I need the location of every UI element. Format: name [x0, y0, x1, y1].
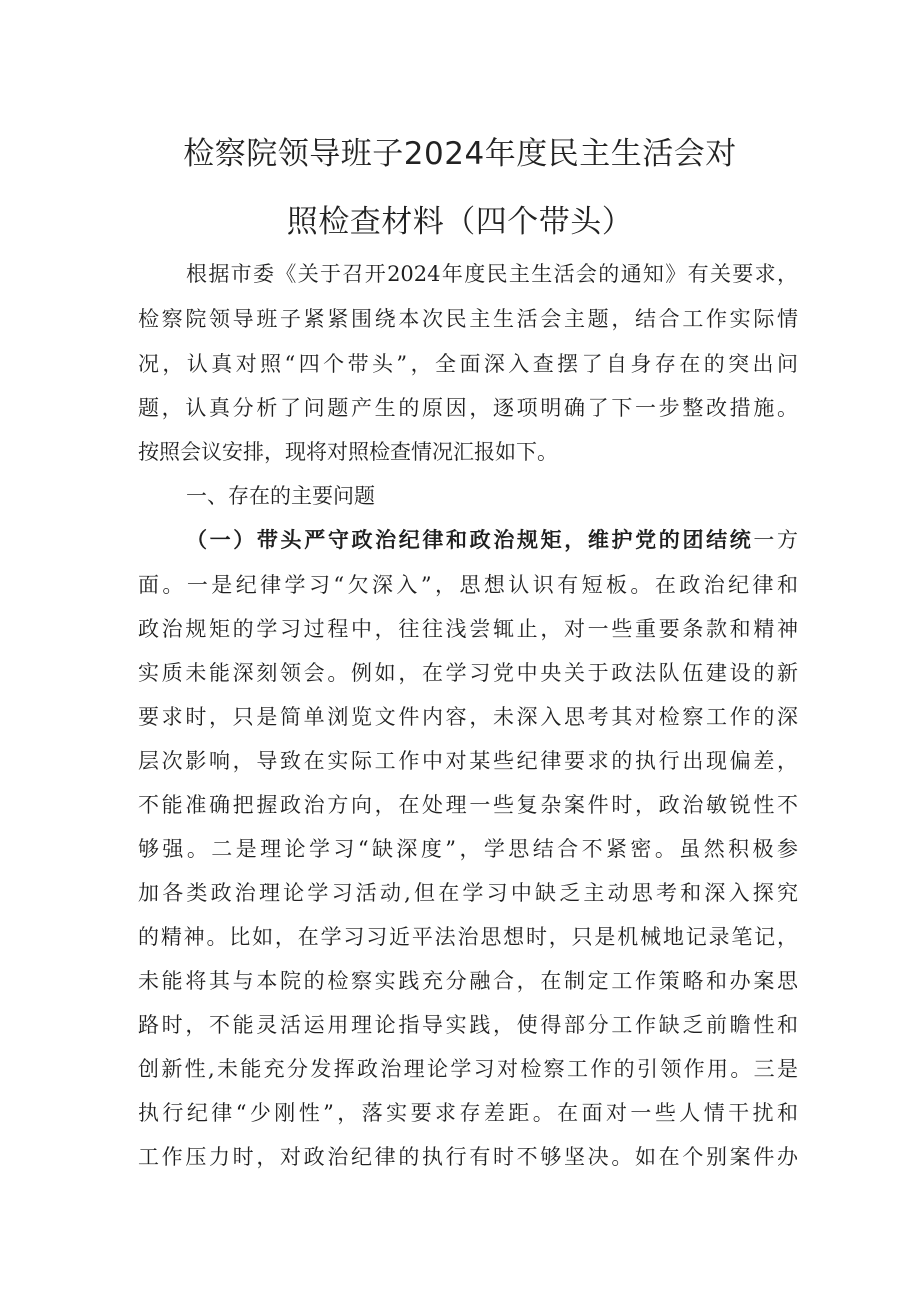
paragraph-line: 工作压力时，对政治纪律的执行有时不够坚决。如在个别案件办 — [138, 1145, 798, 1169]
paragraph-line: 况，认真对照“四个带头”，全面深入查摆了自身存在的突出问 — [138, 352, 798, 376]
paragraph-line: 按照会议安排，现将对照检查情况汇报如下。 — [138, 440, 558, 464]
document-title-line-2: 照检查材料（四个带头） — [286, 204, 634, 240]
paragraph-line: 未能将其与本院的检察实践充分融合，在制定工作策略和办案思 — [138, 969, 798, 993]
paragraph-line: 政治规矩的学习过程中，往往浅尝辄止，对一些重要条款和精神 — [138, 617, 798, 641]
subsection-heading-bold: （一）带头严守政治纪律和政治规矩，维护党的团结统 — [186, 527, 754, 552]
paragraph-line: 要求时，只是简单浏览文件内容，未深入思考其对检察工作的深 — [138, 705, 798, 729]
paragraph-line: 执行纪律“少刚性”，落实要求存差距。在面对一些人情干扰和 — [138, 1101, 798, 1125]
subsection-heading-line — [186, 525, 798, 555]
subsection-heading-rest: 一方 — [753, 528, 798, 552]
paragraph-line: 检察院领导班子紧紧围绕本次民主生活会主题，结合工作实际情 — [138, 307, 798, 331]
paragraph-line: 不能准确把握政治方向，在处理一些复杂案件时，政治敏锐性不 — [138, 793, 798, 817]
paragraph-line: 创新性,未能充分发挥政治理论学习对检察工作的引领作用。三是 — [138, 1057, 798, 1081]
paragraph-line: 路时，不能灵活运用理论指导实践，使得部分工作缺乏前瞻性和 — [138, 1013, 798, 1037]
paragraph-line: 题，认真分析了问题产生的原因，逐项明确了下一步整改措施。 — [138, 396, 798, 420]
paragraph-line: 面。一是纪律学习“欠深入”，思想认识有短板。在政治纪律和 — [138, 573, 798, 597]
paragraph-line: 实质未能深刻领会。例如，在学习党中央关于政法队伍建设的新 — [138, 661, 798, 685]
paragraph-line: 加各类政治理论学习活动,但在学习中缺乏主动思考和深入探究 — [138, 881, 798, 905]
paragraph-line: 的精神。比如，在学习习近平法治思想时，只是机械地记录笔记， — [138, 925, 798, 949]
paragraph-line: 根据市委《关于召开2024年度民主生活会的通知》有关要求， — [186, 262, 798, 286]
paragraph-line: 层次影响，导致在实际工作中对某些纪律要求的执行出现偏差， — [138, 749, 798, 773]
paragraph-line: 够强。二是理论学习“缺深度”，学思结合不紧密。虽然积极参 — [138, 837, 798, 861]
document-title-line-1: 检察院领导班子2024年度民主生活会对 — [183, 136, 737, 172]
section-heading: 一、存在的主要问题 — [186, 484, 375, 508]
